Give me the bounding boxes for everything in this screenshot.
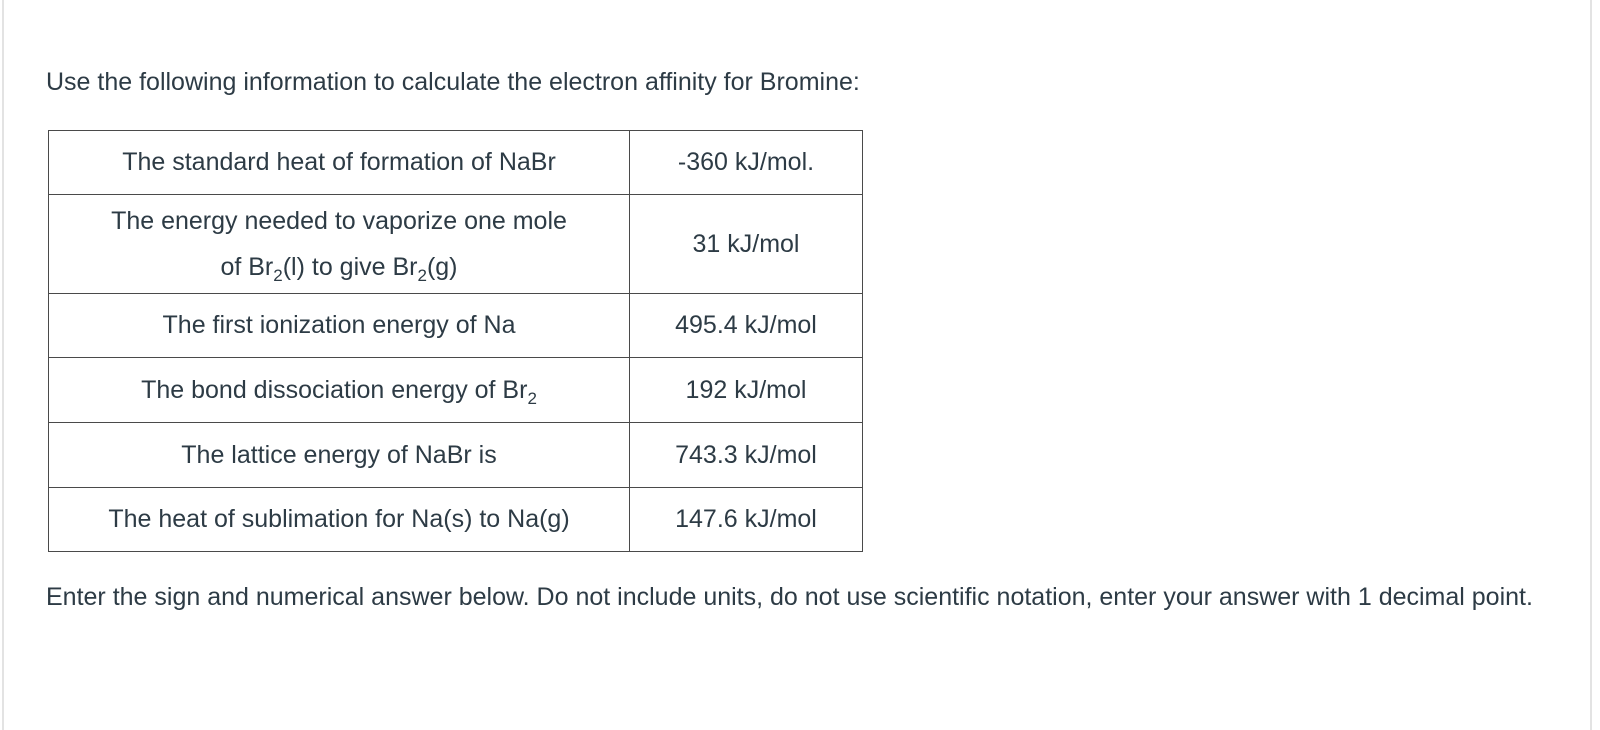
row-value-vaporization: 31 kJ/mol (630, 195, 863, 294)
table-row (49, 488, 863, 552)
row-label-vaporization (49, 195, 630, 294)
row-value-bond-dissociation: 192 kJ/mol (630, 358, 863, 423)
label-text: of Br (220, 253, 274, 281)
label-text: The bond dissociation energy of Br (141, 375, 528, 404)
subscript: 2 (273, 266, 283, 285)
vaporization-label-line2 (220, 253, 458, 285)
table-row (49, 195, 863, 294)
label-text: (g) (426, 253, 458, 281)
vaporization-label-line1: The energy needed to vaporize one mole (111, 207, 567, 235)
answer-instructions: Enter the sign and numerical answer below. Do not include units, do not use scientific notation, enter your answer with 1 decimal point. (46, 583, 1533, 611)
subscript: 2 (417, 266, 427, 285)
row-label-bond-dissociation (49, 358, 630, 423)
question-intro: Use the following information to calculate the electron affinity for Bromine: (46, 68, 860, 96)
row-value-heat-of-formation: -360 kJ/mol. (630, 131, 863, 195)
table-row (49, 358, 863, 423)
row-label-heat-of-formation: The standard heat of formation of NaBr (49, 131, 630, 195)
row-value-ionization-energy: 495.4 kJ/mol (630, 294, 863, 358)
table-row (49, 131, 863, 195)
label-text: (l) to give Br (282, 253, 418, 281)
table-row (49, 294, 863, 358)
given-data-table (48, 130, 863, 552)
row-value-sublimation: 147.6 kJ/mol (630, 488, 863, 552)
row-value-lattice-energy: 743.3 kJ/mol (630, 423, 863, 488)
subscript: 2 (527, 388, 537, 408)
row-label-lattice-energy: The lattice energy of NaBr is (49, 423, 630, 488)
row-label-ionization-energy: The first ionization energy of Na (49, 294, 630, 358)
table-row (49, 423, 863, 488)
question-panel (2, 0, 1592, 730)
row-label-sublimation: The heat of sublimation for Na(s) to Na(g) (49, 488, 630, 552)
